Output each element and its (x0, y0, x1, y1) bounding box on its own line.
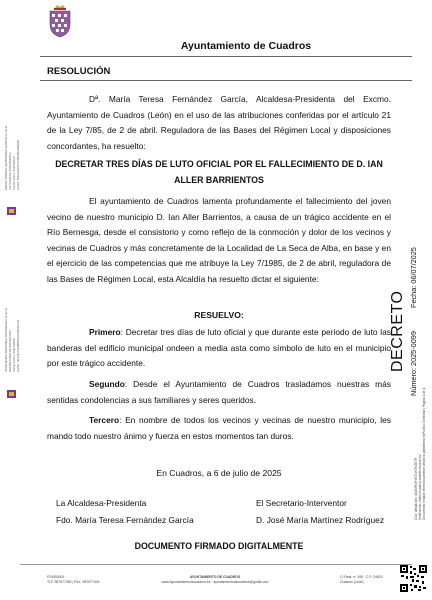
decreto-number: Número: 2025-0099 (409, 331, 418, 396)
footer-org: AYUNTAMIENTO DE CUADROS (189, 575, 241, 579)
footer-center (140, 575, 290, 585)
footer-phone: TLF. 987577083 | FAX. 987577404 (47, 580, 100, 584)
verification-line: Documento firmado electrónicamente desde la plataforma esPublico Gestiona | Página 1 de 1 (422, 387, 426, 520)
body-paragraph: El ayuntamiento de Cuadros lamenta profundamente el fallecimiento del joven vecino de nuestro municipio D. Ian Aller Barrientos, a causa de un trágico accidente en el Río Bernesga, desde el consistorio y como reflejo de la conmoción y dolor de los vecinos y vecinas de Cuadros y más concretamente de la Localidad de La Seca de Alba, en base y en el ejercicio de las competencias que me atribuye la Ley 7/1985, de 2 de abril, reguladora de las Bases de Régimen Local, esta Alcaldía ha resuelto dictar el siguiente: (47, 196, 391, 284)
signer-right-role: El Secretario-Interventor (256, 498, 347, 508)
qr-code-icon (400, 565, 427, 592)
footer-city: Cuadros (León) (340, 580, 364, 584)
verification-line: Cód. Validación: 4AGMR4HYE7DK7KGE7R (414, 457, 418, 520)
heading-divider (40, 80, 412, 81)
stamp-line: Fecha Firma: 06/07/2025 (12, 338, 16, 372)
header-divider (40, 56, 412, 57)
digitally-signed-label: DOCUMENTO FIRMADO DIGITALMENTE (134, 541, 304, 551)
signature-icon (7, 390, 16, 398)
resolution-item (47, 413, 391, 444)
footer-nif: P2405000J (47, 575, 65, 579)
verification-line: Verificación: https://cuadros.sedelectronica.es/ (418, 454, 422, 520)
stamp-line: JOSE MARIA MARTINEZ RODRIGUEZ (2 de 2) (4, 307, 8, 372)
signer-right-name: D. José María Martínez Rodríguez (256, 515, 385, 525)
item-lead: Segundo (89, 379, 125, 389)
resolution-item (47, 377, 391, 408)
stamp-line: Fecha Firma: 06/07/2025 (12, 156, 16, 190)
resuelvo-heading: RESUELVO: (194, 310, 244, 320)
stamp-line: HASH: 8f3c2a9d1b7e4f06a5c2d8e9f1 (16, 139, 20, 190)
intro-paragraph: Dª. María Teresa Fernández García, Alcaldesa-Presidenta del Excmo. Ayuntamiento de Cuadros (León) en el uso de las atribuciones conferidas por el artículo 21 de la Ley 7/85, de 2 de abril. Reguladora de las Bases del Régimen Local y disposiciones concordantes, ha resuelto: (47, 94, 391, 151)
item-lead: Tercero (89, 415, 120, 425)
item-text: : En nombre de todos los vecinos y vecinas de nuestro municipio, les mando todo nuestro ánimo y fuerza en estos momentos tan duros. (47, 415, 391, 441)
stamp-line: SECRETARIO-INTERVENTOR (8, 330, 12, 372)
footer-left (47, 575, 100, 585)
place-date: En Cuadros, a 6 de julio de 2025 (156, 468, 282, 478)
resolution-heading: RESOLUCIÓN (47, 66, 111, 77)
item-text: : Decretar tres días de luto oficial y que durante este periodo de luto las banderas del edificio municipal ondeen a media asta como símbolo de luto en el municipio por este trágico accidente. (47, 327, 391, 368)
page-title: Ayuntamiento de Cuadros (180, 40, 312, 52)
signer-left-role: La Alcaldesa-Presidenta (56, 498, 147, 508)
footer-address: C/ Real, nº 108 · C.P. 24620 (340, 575, 383, 579)
stamp-line: MARIA TERESA FERNANDEZ GARCIA (1 de 2) (4, 125, 8, 190)
footer-right (340, 575, 382, 585)
stamp-line: HASH: 4b1e9c7a2d5f8e03c6a9b2d7e4 (16, 319, 20, 372)
stamp-line: ALCALDESA-PRESIDENTA (8, 152, 12, 190)
signer-left-name: Fdo. María Teresa Fernández García (56, 515, 194, 525)
coat-of-arms-icon (47, 4, 73, 38)
signature-icon (7, 207, 16, 215)
resolution-item (47, 325, 391, 372)
footer-divider (20, 564, 412, 565)
item-text: : Desde el Ayuntamiento de Cuadros trasladamos nuestras más sentidas condolencias a sus familiares y seres queridos. (47, 379, 391, 405)
decreto-label: DECRETO (389, 290, 406, 372)
footer-web: www.ayuntamientodecuadros.es · ayuntamientodecuadros@gmail.com (161, 580, 269, 584)
item-lead: Primero (89, 327, 121, 337)
decreto-date: Fecha: 06/07/2025 (409, 247, 418, 308)
decree-title: DECRETAR TRES DÍAS DE LUTO OFICIAL POR EL FALLECIMIENTO DE D. IAN ALLER BARRIENTOS (55, 159, 383, 185)
